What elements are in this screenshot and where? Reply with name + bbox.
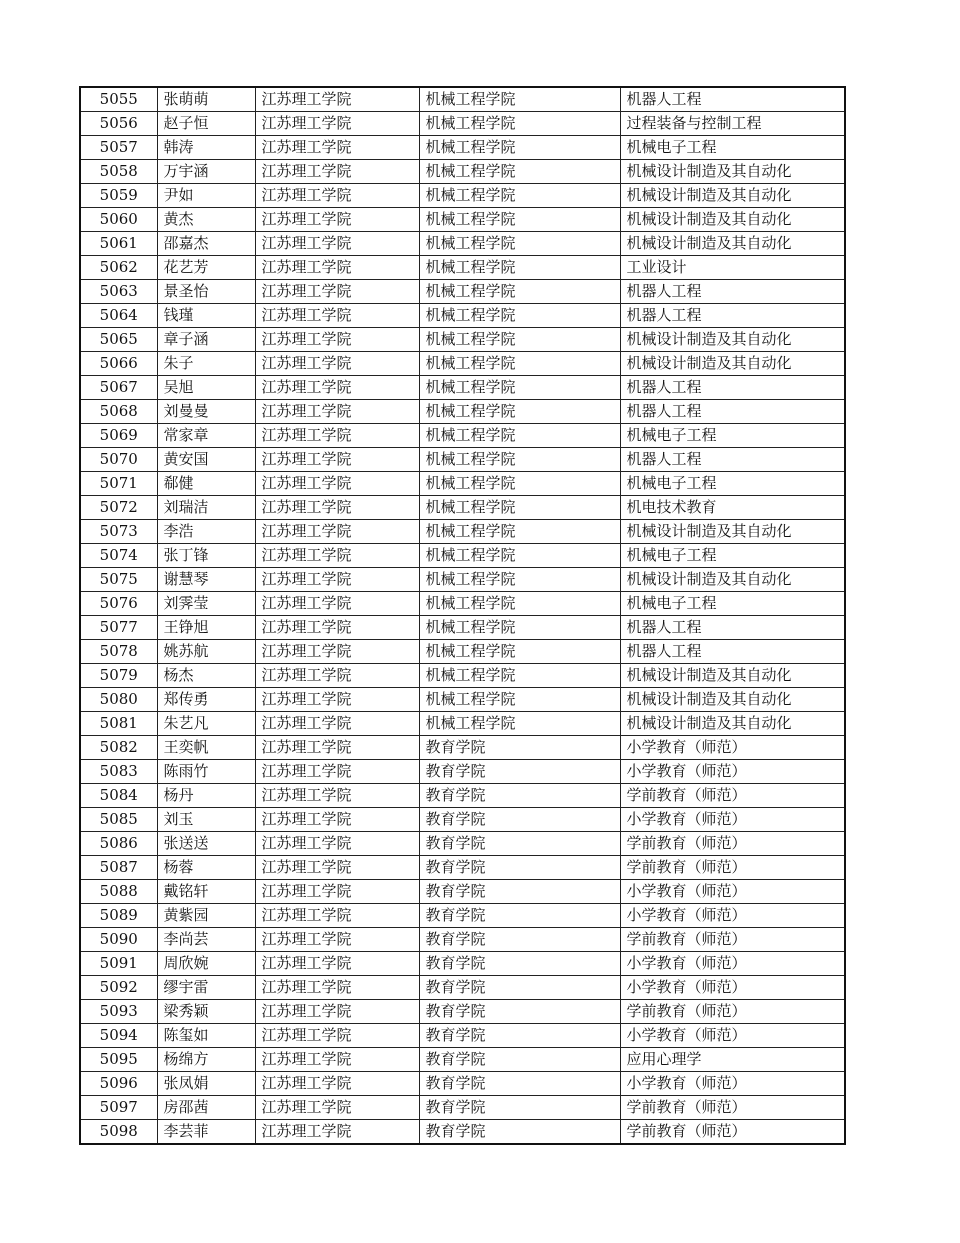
major-cell: 机器人工程 [620,640,845,664]
college-cell: 机械工程学院 [419,424,620,448]
college-cell: 教育学院 [419,1024,620,1048]
row-number-cell: 5062 [80,256,157,280]
name-cell: 梁秀颖 [157,1000,255,1024]
major-cell: 机器人工程 [620,400,845,424]
name-cell: 黄安国 [157,448,255,472]
university-cell: 江苏理工学院 [255,952,419,976]
university-cell: 江苏理工学院 [255,256,419,280]
name-cell: 赵子恒 [157,112,255,136]
college-cell: 机械工程学院 [419,136,620,160]
table-row [80,928,845,952]
name-cell: 黄紫园 [157,904,255,928]
name-cell: 张凤娟 [157,1072,255,1096]
major-cell: 机械设计制造及其自动化 [620,664,845,688]
row-number-cell: 5087 [80,856,157,880]
row-number-cell: 5080 [80,688,157,712]
major-cell: 机械电子工程 [620,544,845,568]
major-cell: 小学教育（师范） [620,976,845,1000]
university-cell: 江苏理工学院 [255,1024,419,1048]
college-cell: 机械工程学院 [419,640,620,664]
name-cell: 邵嘉杰 [157,232,255,256]
major-cell: 小学教育（师范） [620,760,845,784]
name-cell: 章子涵 [157,328,255,352]
college-cell: 机械工程学院 [419,616,620,640]
university-cell: 江苏理工学院 [255,280,419,304]
college-cell: 机械工程学院 [419,592,620,616]
major-cell: 机器人工程 [620,87,845,112]
table-row [80,568,845,592]
college-cell: 机械工程学院 [419,280,620,304]
major-cell: 机械设计制造及其自动化 [620,688,845,712]
name-cell: 刘玉 [157,808,255,832]
table-row [80,112,845,136]
table-row [80,87,845,112]
name-cell: 钱瑾 [157,304,255,328]
university-cell: 江苏理工学院 [255,784,419,808]
college-cell: 教育学院 [419,1048,620,1072]
college-cell: 教育学院 [419,928,620,952]
university-cell: 江苏理工学院 [255,328,419,352]
college-cell: 机械工程学院 [419,328,620,352]
major-cell: 小学教育（师范） [620,1072,845,1096]
row-number-cell: 5088 [80,880,157,904]
name-cell: 杨蓉 [157,856,255,880]
major-cell: 小学教育（师范） [620,880,845,904]
row-number-cell: 5075 [80,568,157,592]
table-row [80,760,845,784]
table-row [80,808,845,832]
row-number-cell: 5058 [80,160,157,184]
university-cell: 江苏理工学院 [255,232,419,256]
college-cell: 机械工程学院 [419,232,620,256]
name-cell: 张丁锋 [157,544,255,568]
university-cell: 江苏理工学院 [255,616,419,640]
major-cell: 机械电子工程 [620,472,845,496]
major-cell: 机械设计制造及其自动化 [620,184,845,208]
major-cell: 机器人工程 [620,280,845,304]
row-number-cell: 5092 [80,976,157,1000]
major-cell: 学前教育（师范） [620,784,845,808]
university-cell: 江苏理工学院 [255,496,419,520]
table-row [80,448,845,472]
university-cell: 江苏理工学院 [255,712,419,736]
name-cell: 张送送 [157,832,255,856]
university-cell: 江苏理工学院 [255,568,419,592]
row-number-cell: 5072 [80,496,157,520]
name-cell: 杨绵方 [157,1048,255,1072]
college-cell: 机械工程学院 [419,496,620,520]
name-cell: 李浩 [157,520,255,544]
university-cell: 江苏理工学院 [255,856,419,880]
college-cell: 教育学院 [419,1072,620,1096]
university-cell: 江苏理工学院 [255,904,419,928]
name-cell: 韩涛 [157,136,255,160]
row-number-cell: 5086 [80,832,157,856]
university-cell: 江苏理工学院 [255,640,419,664]
university-cell: 江苏理工学院 [255,760,419,784]
name-cell: 王奕帆 [157,736,255,760]
row-number-cell: 5094 [80,1024,157,1048]
name-cell: 缪宇雷 [157,976,255,1000]
college-cell: 教育学院 [419,784,620,808]
college-cell: 教育学院 [419,832,620,856]
name-cell: 景圣怡 [157,280,255,304]
name-cell: 李尚芸 [157,928,255,952]
row-number-cell: 5056 [80,112,157,136]
row-number-cell: 5069 [80,424,157,448]
college-cell: 教育学院 [419,1096,620,1120]
name-cell: 杨丹 [157,784,255,808]
major-cell: 学前教育（师范） [620,856,845,880]
university-cell: 江苏理工学院 [255,688,419,712]
row-number-cell: 5071 [80,472,157,496]
college-cell: 机械工程学院 [419,87,620,112]
row-number-cell: 5085 [80,808,157,832]
name-cell: 黄杰 [157,208,255,232]
roster-table [79,86,846,1145]
major-cell: 学前教育（师范） [620,1000,845,1024]
name-cell: 朱艺凡 [157,712,255,736]
table-row [80,1000,845,1024]
college-cell: 教育学院 [419,904,620,928]
row-number-cell: 5095 [80,1048,157,1072]
table-row [80,496,845,520]
table-row [80,184,845,208]
table-row [80,160,845,184]
name-cell: 刘瑞洁 [157,496,255,520]
college-cell: 机械工程学院 [419,352,620,376]
university-cell: 江苏理工学院 [255,664,419,688]
row-number-cell: 5093 [80,1000,157,1024]
row-number-cell: 5082 [80,736,157,760]
row-number-cell: 5070 [80,448,157,472]
university-cell: 江苏理工学院 [255,87,419,112]
major-cell: 机械电子工程 [620,592,845,616]
major-cell: 工业设计 [620,256,845,280]
name-cell: 姚苏航 [157,640,255,664]
university-cell: 江苏理工学院 [255,448,419,472]
row-number-cell: 5064 [80,304,157,328]
table-row [80,712,845,736]
row-number-cell: 5097 [80,1096,157,1120]
table-row [80,880,845,904]
table-row [80,208,845,232]
university-cell: 江苏理工学院 [255,112,419,136]
row-number-cell: 5057 [80,136,157,160]
row-number-cell: 5079 [80,664,157,688]
university-cell: 江苏理工学院 [255,1072,419,1096]
college-cell: 机械工程学院 [419,544,620,568]
table-row [80,1096,845,1120]
table-row [80,1048,845,1072]
university-cell: 江苏理工学院 [255,592,419,616]
table-row [80,376,845,400]
row-number-cell: 5061 [80,232,157,256]
table-row [80,640,845,664]
table-row [80,136,845,160]
college-cell: 机械工程学院 [419,184,620,208]
row-number-cell: 5055 [80,87,157,112]
table-row [80,688,845,712]
college-cell: 教育学院 [419,808,620,832]
university-cell: 江苏理工学院 [255,736,419,760]
college-cell: 机械工程学院 [419,472,620,496]
university-cell: 江苏理工学院 [255,472,419,496]
university-cell: 江苏理工学院 [255,1048,419,1072]
row-number-cell: 5076 [80,592,157,616]
name-cell: 陈雨竹 [157,760,255,784]
university-cell: 江苏理工学院 [255,808,419,832]
major-cell: 机器人工程 [620,448,845,472]
college-cell: 教育学院 [419,976,620,1000]
table-row [80,400,845,424]
college-cell: 机械工程学院 [419,304,620,328]
row-number-cell: 5068 [80,400,157,424]
college-cell: 教育学院 [419,1000,620,1024]
table-row [80,976,845,1000]
name-cell: 陈玺如 [157,1024,255,1048]
table-row [80,328,845,352]
major-cell: 过程装备与控制工程 [620,112,845,136]
university-cell: 江苏理工学院 [255,928,419,952]
table-row [80,280,845,304]
major-cell: 小学教育（师范） [620,736,845,760]
table-row [80,616,845,640]
university-cell: 江苏理工学院 [255,880,419,904]
major-cell: 机械电子工程 [620,424,845,448]
college-cell: 机械工程学院 [419,712,620,736]
name-cell: 尹如 [157,184,255,208]
university-cell: 江苏理工学院 [255,1000,419,1024]
table-row [80,952,845,976]
college-cell: 机械工程学院 [419,256,620,280]
table-row [80,832,845,856]
university-cell: 江苏理工学院 [255,1096,419,1120]
table-row [80,1024,845,1048]
major-cell: 机械设计制造及其自动化 [620,328,845,352]
university-cell: 江苏理工学院 [255,1120,419,1145]
table-row [80,1072,845,1096]
name-cell: 常家章 [157,424,255,448]
name-cell: 周欣婉 [157,952,255,976]
college-cell: 机械工程学院 [419,160,620,184]
row-number-cell: 5083 [80,760,157,784]
row-number-cell: 5077 [80,616,157,640]
name-cell: 李芸菲 [157,1120,255,1145]
college-cell: 机械工程学院 [419,568,620,592]
name-cell: 郗健 [157,472,255,496]
college-cell: 教育学院 [419,952,620,976]
table-row [80,784,845,808]
row-number-cell: 5078 [80,640,157,664]
college-cell: 教育学院 [419,856,620,880]
table-row [80,904,845,928]
name-cell: 朱子 [157,352,255,376]
row-number-cell: 5073 [80,520,157,544]
table-row [80,256,845,280]
name-cell: 花艺芳 [157,256,255,280]
table-row [80,592,845,616]
row-number-cell: 5074 [80,544,157,568]
row-number-cell: 5060 [80,208,157,232]
row-number-cell: 5098 [80,1120,157,1145]
major-cell: 机械设计制造及其自动化 [620,352,845,376]
table-row [80,232,845,256]
university-cell: 江苏理工学院 [255,544,419,568]
major-cell: 机械设计制造及其自动化 [620,160,845,184]
table-row [80,856,845,880]
table-row [80,736,845,760]
row-number-cell: 5090 [80,928,157,952]
major-cell: 小学教育（师范） [620,808,845,832]
major-cell: 学前教育（师范） [620,832,845,856]
name-cell: 吴旭 [157,376,255,400]
college-cell: 机械工程学院 [419,208,620,232]
name-cell: 王铮旭 [157,616,255,640]
row-number-cell: 5066 [80,352,157,376]
major-cell: 机器人工程 [620,304,845,328]
college-cell: 机械工程学院 [419,376,620,400]
table-row [80,520,845,544]
table-row [80,664,845,688]
name-cell: 郑传勇 [157,688,255,712]
table-row [80,352,845,376]
row-number-cell: 5091 [80,952,157,976]
major-cell: 学前教育（师范） [620,1096,845,1120]
university-cell: 江苏理工学院 [255,352,419,376]
row-number-cell: 5089 [80,904,157,928]
name-cell: 谢慧琴 [157,568,255,592]
college-cell: 教育学院 [419,880,620,904]
table-row [80,472,845,496]
major-cell: 小学教育（师范） [620,1024,845,1048]
major-cell: 机器人工程 [620,376,845,400]
roster-table-body [80,87,845,1144]
major-cell: 机械设计制造及其自动化 [620,520,845,544]
college-cell: 机械工程学院 [419,400,620,424]
row-number-cell: 5081 [80,712,157,736]
university-cell: 江苏理工学院 [255,304,419,328]
college-cell: 机械工程学院 [419,112,620,136]
college-cell: 机械工程学院 [419,448,620,472]
major-cell: 机械设计制造及其自动化 [620,568,845,592]
college-cell: 教育学院 [419,1120,620,1145]
row-number-cell: 5084 [80,784,157,808]
document-page [79,86,846,1145]
major-cell: 机械电子工程 [620,136,845,160]
major-cell: 学前教育（师范） [620,928,845,952]
row-number-cell: 5059 [80,184,157,208]
college-cell: 机械工程学院 [419,520,620,544]
row-number-cell: 5063 [80,280,157,304]
major-cell: 小学教育（师范） [620,904,845,928]
university-cell: 江苏理工学院 [255,832,419,856]
major-cell: 学前教育（师范） [620,1120,845,1145]
name-cell: 房邵茜 [157,1096,255,1120]
major-cell: 应用心理学 [620,1048,845,1072]
university-cell: 江苏理工学院 [255,424,419,448]
table-row [80,304,845,328]
major-cell: 机械设计制造及其自动化 [620,712,845,736]
university-cell: 江苏理工学院 [255,376,419,400]
table-row [80,424,845,448]
major-cell: 机器人工程 [620,616,845,640]
major-cell: 机电技术教育 [620,496,845,520]
name-cell: 戴铭轩 [157,880,255,904]
university-cell: 江苏理工学院 [255,184,419,208]
major-cell: 机械设计制造及其自动化 [620,232,845,256]
major-cell: 小学教育（师范） [620,952,845,976]
name-cell: 张萌萌 [157,87,255,112]
major-cell: 机械设计制造及其自动化 [620,208,845,232]
college-cell: 机械工程学院 [419,664,620,688]
name-cell: 刘霁莹 [157,592,255,616]
university-cell: 江苏理工学院 [255,208,419,232]
university-cell: 江苏理工学院 [255,136,419,160]
college-cell: 教育学院 [419,760,620,784]
university-cell: 江苏理工学院 [255,976,419,1000]
name-cell: 杨杰 [157,664,255,688]
university-cell: 江苏理工学院 [255,400,419,424]
college-cell: 机械工程学院 [419,688,620,712]
name-cell: 万宇涵 [157,160,255,184]
name-cell: 刘曼曼 [157,400,255,424]
college-cell: 教育学院 [419,736,620,760]
university-cell: 江苏理工学院 [255,520,419,544]
row-number-cell: 5067 [80,376,157,400]
row-number-cell: 5065 [80,328,157,352]
university-cell: 江苏理工学院 [255,160,419,184]
table-row [80,1120,845,1145]
row-number-cell: 5096 [80,1072,157,1096]
table-row [80,544,845,568]
